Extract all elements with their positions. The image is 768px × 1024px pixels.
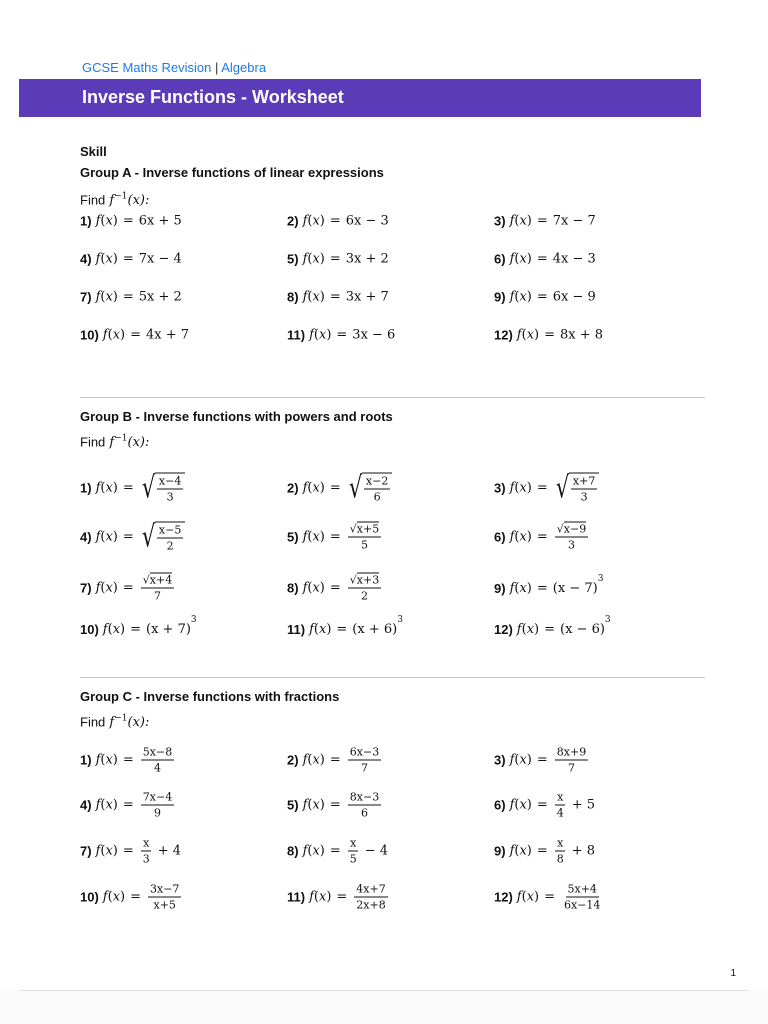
problem-item <box>494 837 595 866</box>
equals-sign: = <box>536 580 548 596</box>
function-lhs: f(x) <box>302 797 325 813</box>
function-lhs: f(x) <box>95 752 118 768</box>
footer-divider <box>19 990 749 991</box>
denominator: 3 <box>142 852 150 866</box>
function-lhs: f(x) <box>509 797 532 813</box>
equals-sign: = <box>329 529 341 545</box>
problem-number: 8) <box>287 843 299 859</box>
problem-item <box>494 523 590 552</box>
problem-number: 6) <box>494 251 506 267</box>
group-a-label: Group A <box>80 165 132 180</box>
function-lhs: f(x) <box>302 843 325 859</box>
equals-sign: = <box>336 889 348 905</box>
base-expression: (x − 6) <box>560 622 605 638</box>
group-b-heading <box>80 409 393 424</box>
function-lhs: f(x) <box>95 213 118 229</box>
problem-item <box>287 883 390 912</box>
fraction <box>555 791 566 820</box>
function-lhs: f(x) <box>302 752 325 768</box>
function-lhs: f(x) <box>302 251 325 267</box>
numerator <box>555 523 588 538</box>
problem-number: 6) <box>494 797 506 813</box>
expression: 6x − 3 <box>345 213 389 229</box>
problem-number: 3) <box>494 213 506 229</box>
expression: 6x + 5 <box>138 213 182 229</box>
problem-item <box>494 746 590 775</box>
exponent: 3 <box>190 614 197 625</box>
function-lhs: f(x) <box>95 251 118 267</box>
expression: 4x − 3 <box>552 251 596 267</box>
problem-number: 9) <box>494 843 506 859</box>
problem-item <box>80 574 176 603</box>
radicand <box>362 473 392 504</box>
problem-number: 5) <box>287 529 299 545</box>
denominator: 4 <box>556 806 564 820</box>
fraction <box>562 883 602 912</box>
function-lhs: f(x) <box>509 480 532 496</box>
numerator: x−4 <box>158 474 182 488</box>
equals-sign: = <box>122 529 134 545</box>
problem-item <box>494 214 596 229</box>
expression-tail: + 4 <box>157 843 182 859</box>
radical-sign: √ <box>349 522 357 536</box>
problem-item <box>287 290 389 305</box>
footer-area <box>0 991 768 1024</box>
group-c-label: Group C <box>80 689 132 704</box>
group-c-description: - Inverse functions with fractions <box>132 689 340 704</box>
problem-number: 4) <box>80 797 92 813</box>
function-lhs: f(x) <box>95 580 118 596</box>
function-lhs: f(x) <box>95 843 118 859</box>
equals-sign: = <box>329 797 341 813</box>
numerator: x <box>350 836 357 850</box>
denominator: 3 <box>166 490 174 504</box>
problem-item <box>287 252 389 267</box>
fraction <box>348 837 359 866</box>
denominator: x+5 <box>153 898 176 912</box>
problem-item <box>287 791 383 820</box>
numerator: 5x+4 <box>567 882 597 896</box>
radical-sign: √ <box>142 573 150 587</box>
problem-item <box>287 746 383 775</box>
function-lhs: f(x) <box>509 580 532 596</box>
function-lhs: f(x) <box>95 797 118 813</box>
numerator: 5x−8 <box>142 745 173 759</box>
problem-item <box>494 328 603 343</box>
equals-sign: = <box>122 843 134 859</box>
radical-sign: √ <box>141 470 156 505</box>
group-a-description: - Inverse functions of linear expressions <box>131 165 384 180</box>
problem-number: 3) <box>494 480 506 496</box>
equals-sign: = <box>130 621 142 637</box>
find-word: Find <box>80 434 106 450</box>
fraction <box>348 746 381 775</box>
denominator: 2x+8 <box>356 898 386 912</box>
equals-sign: = <box>336 327 348 343</box>
function-lhs: f(x) <box>516 621 540 637</box>
problem-item <box>287 574 383 603</box>
base-expression: (x + 7) <box>146 622 191 638</box>
equals-sign: = <box>536 797 548 813</box>
problem-number: 7) <box>80 289 92 305</box>
expression: 5x + 2 <box>138 289 182 305</box>
function-lhs: f(x) <box>509 529 532 545</box>
numerator: x−5 <box>158 523 182 537</box>
problem-number: 11) <box>287 621 306 637</box>
problem-item <box>287 614 403 638</box>
fraction <box>348 574 381 603</box>
base-expression: (x − 7) <box>552 581 598 597</box>
problem-item <box>287 523 383 552</box>
inverse-notation: $f^{-1}(x)$: <box>105 192 150 209</box>
problem-number: 3) <box>494 752 506 768</box>
radicand <box>155 473 185 504</box>
numerator: 7x−4 <box>142 790 173 804</box>
cubed-expression <box>352 614 403 638</box>
radical-sign: √ <box>349 573 357 587</box>
equals-sign: = <box>329 213 341 229</box>
function-lhs: f(x) <box>102 327 126 343</box>
numerator: 8x−3 <box>349 790 380 804</box>
numerator: x+7 <box>572 474 596 488</box>
radicand: x−9 <box>563 522 587 536</box>
equals-sign: = <box>329 580 341 596</box>
fraction <box>141 574 174 603</box>
fraction <box>148 883 181 912</box>
cubed-expression <box>560 614 611 638</box>
problem-item <box>80 290 182 305</box>
problem-item <box>80 883 183 912</box>
function-lhs: f(x) <box>516 889 540 905</box>
denominator: 5 <box>361 538 368 552</box>
function-lhs: f(x) <box>95 480 118 496</box>
denominator: 7 <box>360 761 368 775</box>
equals-sign: = <box>122 797 134 813</box>
equals-sign: = <box>544 889 556 905</box>
numerator: x−2 <box>365 474 389 488</box>
denominator: 6 <box>360 806 368 820</box>
problem-number: 5) <box>287 251 299 267</box>
equals-sign: = <box>122 580 134 596</box>
problem-number: 2) <box>287 213 299 229</box>
section-divider <box>80 677 705 678</box>
problem-number: 1) <box>80 480 92 496</box>
equals-sign: = <box>544 621 556 637</box>
radicand: x+5 <box>356 522 380 536</box>
fraction <box>348 523 381 552</box>
equals-sign: = <box>329 843 341 859</box>
problem-item <box>80 837 181 866</box>
breadcrumb-separator: | <box>214 60 219 75</box>
fraction <box>141 791 174 820</box>
square-root <box>346 470 393 505</box>
breadcrumb-subject[interactable]: GCSE Maths Revision <box>82 60 212 75</box>
group-a-instruction <box>80 192 149 208</box>
equals-sign: = <box>536 289 548 305</box>
radical-sign: √ <box>348 470 363 505</box>
fraction <box>571 475 597 504</box>
fraction <box>354 883 387 912</box>
denominator: 2 <box>166 539 174 553</box>
equals-sign: = <box>122 480 134 496</box>
fraction <box>555 523 588 552</box>
expression: 8x + 8 <box>560 327 604 343</box>
problem-item <box>287 837 388 866</box>
expression: 7x − 7 <box>552 213 596 229</box>
radicand: x+4 <box>149 573 173 587</box>
function-lhs: f(x) <box>309 327 332 343</box>
problem-item <box>80 252 182 267</box>
group-b-instruction <box>80 434 149 450</box>
exponent: 3 <box>397 614 403 625</box>
radicand: x+3 <box>356 573 380 587</box>
equals-sign: = <box>536 213 548 229</box>
problem-item <box>287 214 389 229</box>
exponent: 3 <box>604 614 611 625</box>
square-root <box>139 519 186 554</box>
square-root <box>139 470 186 505</box>
skill-label: Skill <box>80 144 107 159</box>
expression-tail: + 5 <box>571 797 596 813</box>
equals-sign: = <box>536 480 548 496</box>
function-lhs: f(x) <box>102 621 126 637</box>
problem-number: 11) <box>287 889 306 905</box>
denominator: 4 <box>153 761 161 775</box>
problem-item <box>80 746 176 775</box>
equals-sign: = <box>130 327 142 343</box>
denominator: 6 <box>373 490 381 504</box>
inverse-notation: $f^{-1}(x)$: <box>105 434 150 451</box>
section-divider <box>80 397 705 398</box>
equals-sign: = <box>329 251 341 267</box>
problem-number: 9) <box>494 580 506 596</box>
problem-number: 8) <box>287 580 299 596</box>
cubed-expression <box>146 614 197 638</box>
fraction <box>157 475 183 504</box>
equals-sign: = <box>329 480 341 496</box>
equals-sign: = <box>130 889 142 905</box>
expression: 7x − 4 <box>138 251 182 267</box>
function-lhs: f(x) <box>509 843 532 859</box>
fraction <box>364 475 390 504</box>
problem-number: 9) <box>494 289 506 305</box>
numerator: 4x+7 <box>356 882 386 896</box>
function-lhs: f(x) <box>302 580 325 596</box>
fraction <box>141 746 174 775</box>
problem-number: 6) <box>494 529 506 545</box>
equals-sign: = <box>329 752 341 768</box>
numerator: x <box>143 836 150 850</box>
inverse-notation: $f^{-1}(x)$: <box>105 714 150 731</box>
function-lhs: f(x) <box>509 289 532 305</box>
equals-sign: = <box>329 289 341 305</box>
group-c-instruction <box>80 714 149 730</box>
function-lhs: f(x) <box>509 251 532 267</box>
breadcrumb <box>82 60 266 75</box>
expression-tail: − 4 <box>364 843 389 859</box>
group-b-label: Group B <box>80 409 132 424</box>
expression: 4x + 7 <box>146 327 190 343</box>
page-number: 1 <box>730 968 736 979</box>
function-lhs: f(x) <box>509 752 532 768</box>
group-b-description: - Inverse functions with powers and roots <box>132 409 393 424</box>
problem-number: 11) <box>287 327 306 343</box>
equals-sign: = <box>536 843 548 859</box>
function-lhs: f(x) <box>95 529 118 545</box>
problem-item <box>494 791 595 820</box>
problem-item <box>494 470 599 505</box>
function-lhs: f(x) <box>302 213 325 229</box>
expression: 3x + 2 <box>345 251 389 267</box>
equals-sign: = <box>122 213 134 229</box>
problem-number: 2) <box>287 480 299 496</box>
numerator: 3x−7 <box>150 882 180 896</box>
problem-item <box>494 252 596 267</box>
expression-tail: + 8 <box>571 843 596 859</box>
problem-item <box>494 573 604 597</box>
problem-item <box>494 614 611 638</box>
problem-item <box>287 470 392 505</box>
problem-number: 7) <box>80 580 92 596</box>
problem-item <box>80 328 189 343</box>
problem-number: 12) <box>494 889 513 905</box>
page-title: Inverse Functions - Worksheet <box>82 87 344 107</box>
problem-number: 4) <box>80 251 92 267</box>
problem-number: 8) <box>287 289 299 305</box>
function-lhs: f(x) <box>302 480 325 496</box>
numerator <box>348 523 381 538</box>
function-lhs: f(x) <box>516 327 540 343</box>
square-root <box>553 470 600 505</box>
expression: 3x + 7 <box>345 289 389 305</box>
problem-number: 12) <box>494 327 513 343</box>
problem-item <box>80 214 182 229</box>
problem-item <box>80 614 197 638</box>
find-word: Find <box>80 192 106 208</box>
problem-number: 4) <box>80 529 92 545</box>
denominator: 6x−14 <box>564 898 601 912</box>
fraction <box>141 837 152 866</box>
denominator: 9 <box>153 806 161 820</box>
problem-number: 1) <box>80 213 92 229</box>
problem-item <box>494 883 604 912</box>
denominator: 3 <box>568 538 575 552</box>
numerator: x <box>557 836 564 850</box>
problem-number: 10) <box>80 327 99 343</box>
problem-number: 7) <box>80 843 92 859</box>
problem-item <box>287 328 395 343</box>
numerator: 8x+9 <box>556 745 587 759</box>
problem-number: 2) <box>287 752 299 768</box>
radicand <box>155 522 185 553</box>
equals-sign: = <box>544 327 556 343</box>
problem-item <box>80 470 185 505</box>
fraction <box>157 524 183 553</box>
denominator: 3 <box>580 490 588 504</box>
denominator: 5 <box>349 852 357 866</box>
problem-item <box>494 290 596 305</box>
equals-sign: = <box>122 289 134 305</box>
function-lhs: f(x) <box>309 889 332 905</box>
equals-sign: = <box>122 251 134 267</box>
function-lhs: f(x) <box>102 889 126 905</box>
equals-sign: = <box>336 621 348 637</box>
expression: 3x − 6 <box>352 327 396 343</box>
denominator: 8 <box>556 852 564 866</box>
problem-number: 12) <box>494 621 513 637</box>
function-lhs: f(x) <box>95 289 118 305</box>
problem-number: 1) <box>80 752 92 768</box>
function-lhs: f(x) <box>509 213 532 229</box>
problem-item <box>80 791 176 820</box>
problem-number: 10) <box>80 621 99 637</box>
fraction <box>555 837 566 866</box>
cubed-expression <box>552 573 604 597</box>
numerator <box>348 574 381 589</box>
denominator: 7 <box>567 761 575 775</box>
denominator: 7 <box>154 589 161 603</box>
denominator: 2 <box>361 589 368 603</box>
fraction <box>555 746 588 775</box>
function-lhs: f(x) <box>309 621 332 637</box>
equals-sign: = <box>536 752 548 768</box>
radical-sign: √ <box>141 519 156 554</box>
function-lhs: f(x) <box>302 289 325 305</box>
problem-number: 10) <box>80 889 99 905</box>
function-lhs: f(x) <box>302 529 325 545</box>
radical-sign: √ <box>555 470 570 505</box>
numerator: x <box>557 790 564 804</box>
exponent: 3 <box>597 573 604 584</box>
base-expression: (x + 6) <box>352 622 398 638</box>
breadcrumb-topic[interactable]: Algebra <box>221 60 267 75</box>
group-a-heading <box>80 165 384 180</box>
expression: 6x − 9 <box>552 289 596 305</box>
equals-sign: = <box>122 752 134 768</box>
radical-sign: √ <box>556 522 564 536</box>
numerator: 6x−3 <box>349 745 380 759</box>
fraction <box>348 791 381 820</box>
equals-sign: = <box>536 251 548 267</box>
find-word: Find <box>80 714 106 730</box>
equals-sign: = <box>536 529 548 545</box>
numerator <box>141 574 174 589</box>
problem-number: 5) <box>287 797 299 813</box>
group-c-heading <box>80 689 339 704</box>
problem-item <box>80 519 185 554</box>
radicand <box>569 473 599 504</box>
